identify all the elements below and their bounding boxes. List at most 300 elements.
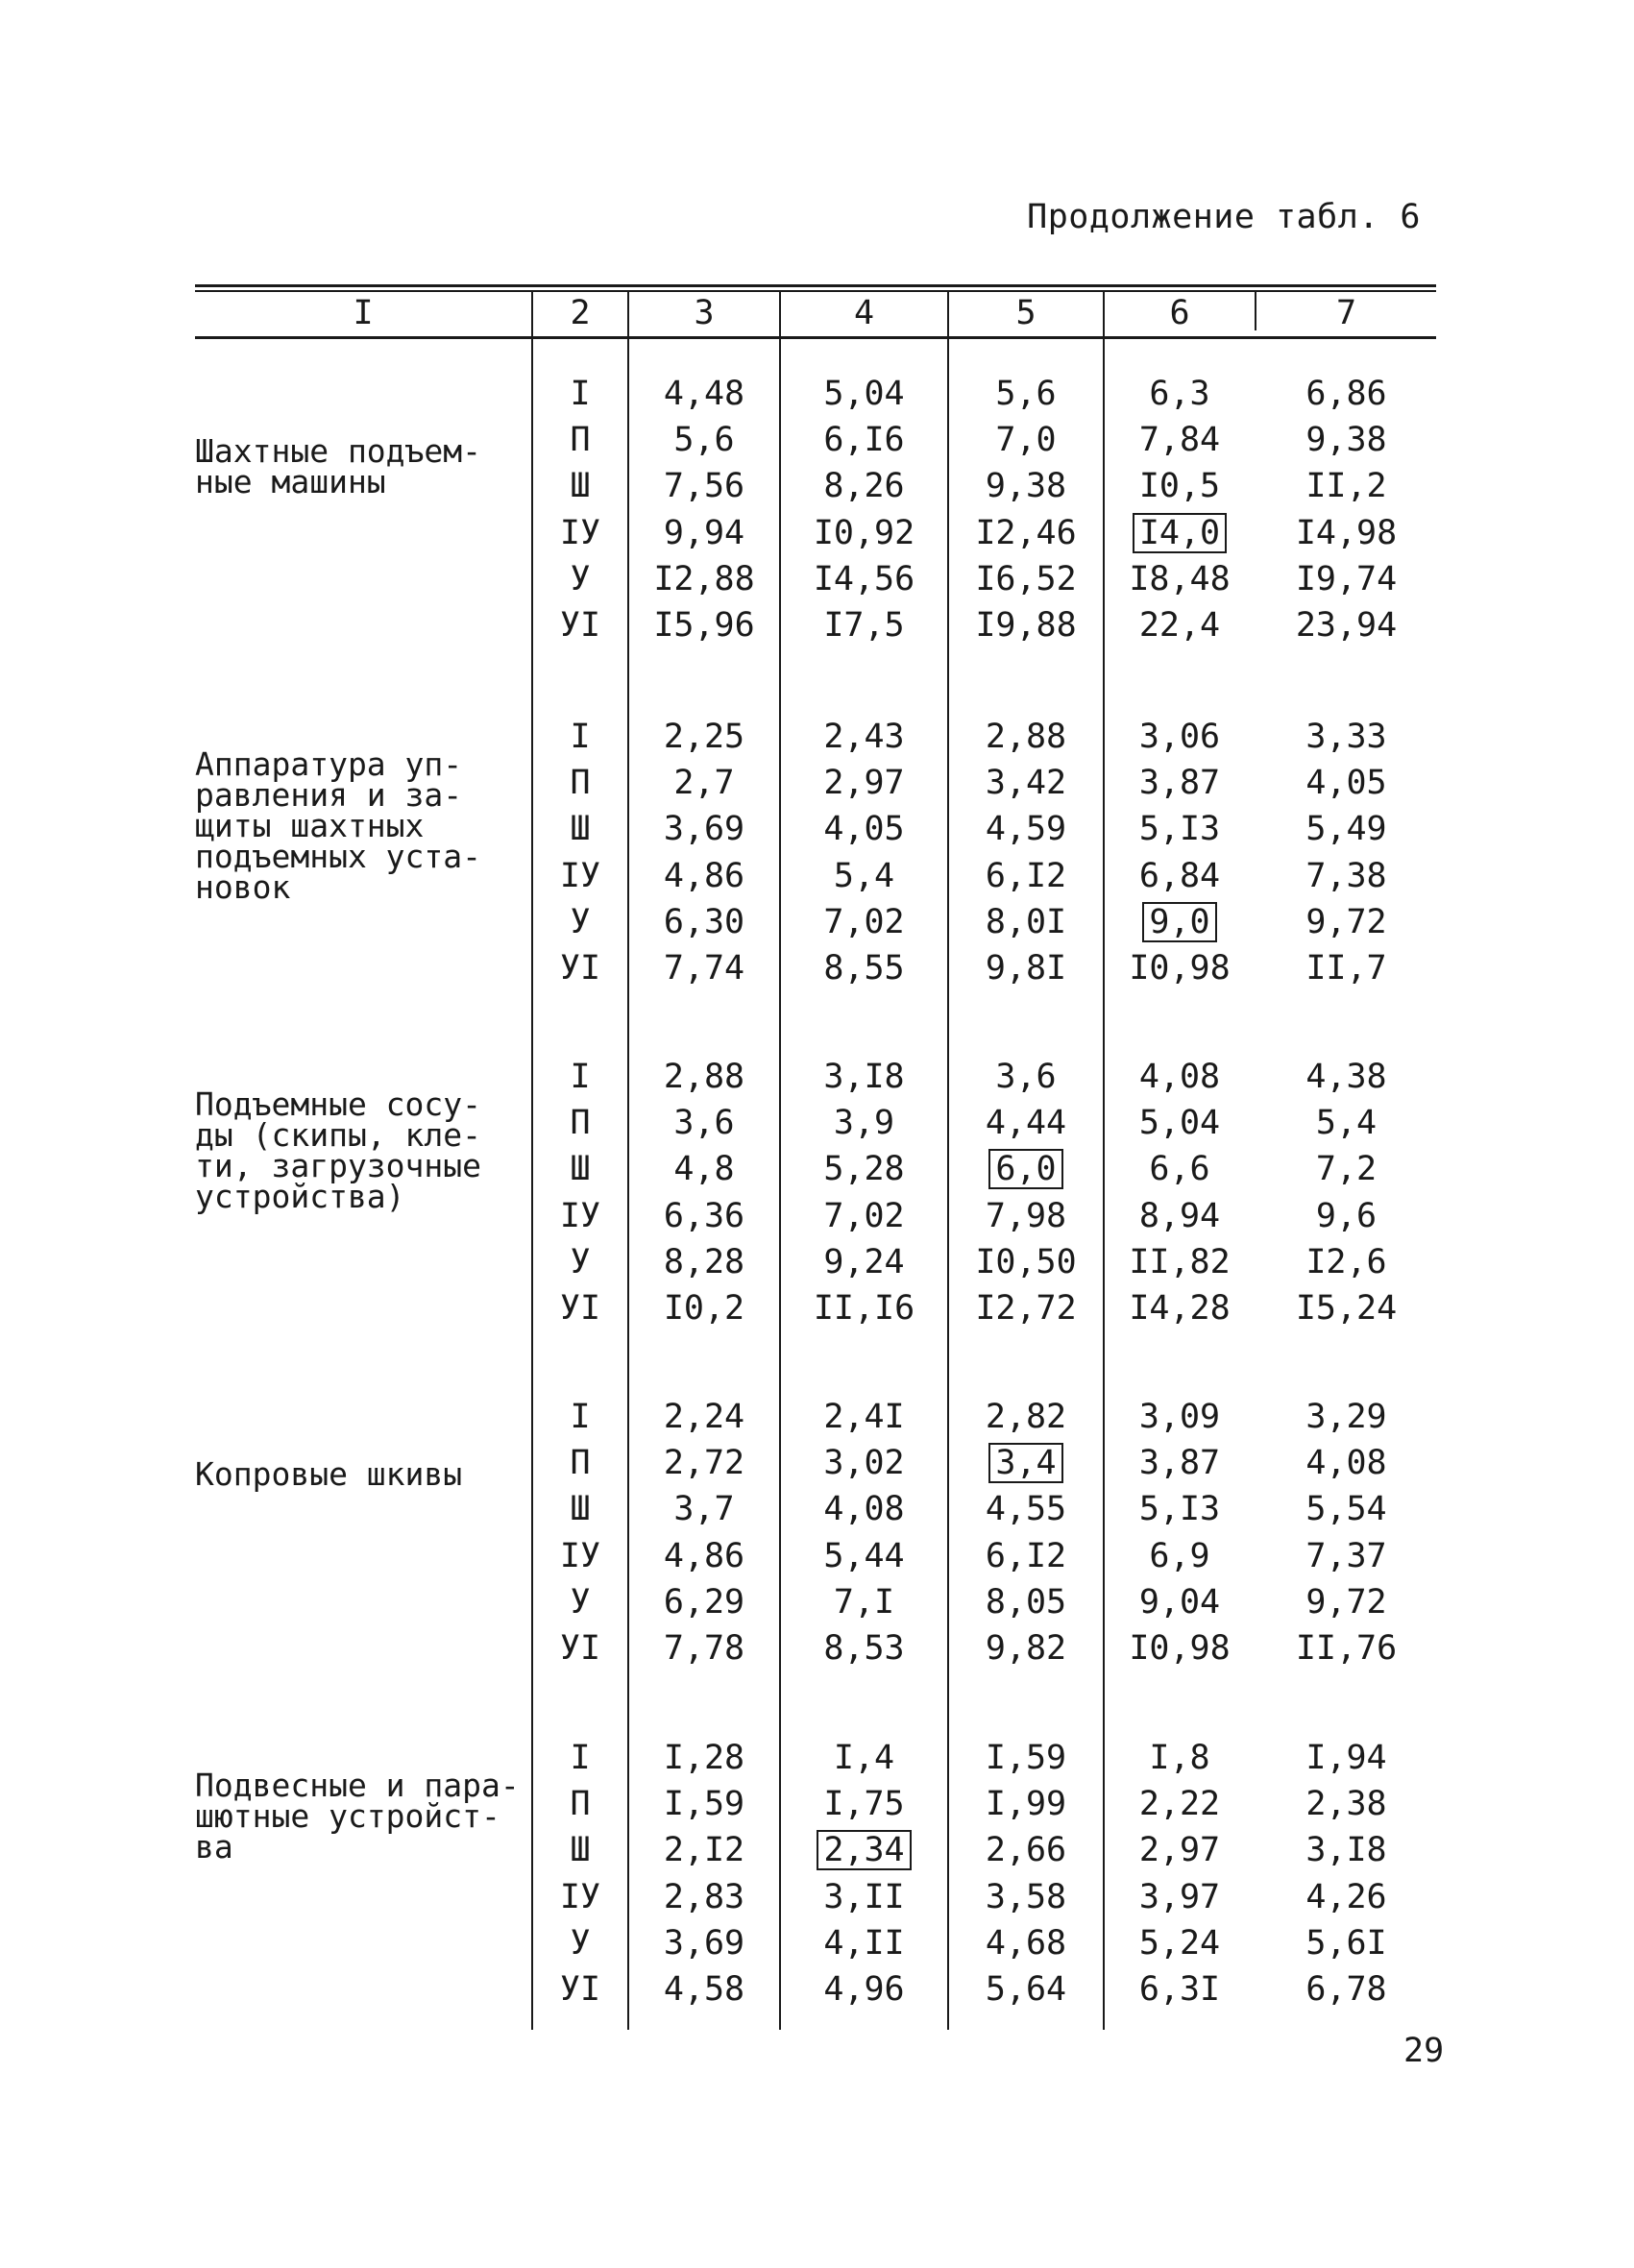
value-cell [1105, 602, 1255, 648]
value-cell [1105, 556, 1255, 602]
value-cell [949, 1735, 1103, 1781]
table-row [195, 1966, 1436, 2012]
value-text: I0,98 [1129, 949, 1231, 988]
value-text: 3,42 [985, 764, 1067, 803]
category-cell: УI [559, 1289, 601, 1328]
value-cell [781, 1625, 947, 1671]
value-text: 6,I2 [985, 856, 1067, 895]
value-cell [949, 899, 1103, 945]
value-cell [781, 1100, 947, 1146]
value-text: 3,69 [663, 810, 745, 849]
value-cell [629, 417, 779, 463]
value-text: 2,88 [663, 1058, 745, 1096]
table-row [195, 1394, 1436, 1440]
value-text: II,82 [1129, 1242, 1231, 1281]
group-name: Подвесные и пара- шютные устройст- ва [195, 1767, 520, 1866]
value-text: I5,96 [653, 606, 755, 645]
value-cell [1256, 1100, 1436, 1146]
header-rule [195, 336, 1436, 339]
value-text: 3,7 [673, 1490, 735, 1529]
value-cell [949, 1239, 1103, 1285]
table-row [195, 1239, 1436, 1285]
value-text: 5,6 [995, 375, 1057, 413]
value-cell [781, 899, 947, 945]
value-cell [1105, 899, 1255, 945]
value-cell [1105, 463, 1255, 509]
value-cell [629, 1966, 779, 2012]
value-text: 4,86 [663, 1536, 745, 1575]
value-text: 7,38 [1305, 856, 1387, 895]
category-cell: Ш [570, 1490, 591, 1529]
value-cell [949, 1781, 1103, 1827]
table-row [195, 1146, 1436, 1192]
value-text: 3,09 [1138, 1398, 1221, 1436]
value-cell [1105, 1193, 1255, 1239]
value-text: 5,64 [985, 1970, 1067, 2009]
value-text: 3,02 [823, 1444, 905, 1483]
value-cell [1256, 1579, 1436, 1625]
value-text: 6,3 [1149, 375, 1210, 413]
value-cell [1256, 1533, 1436, 1579]
boxed-value: I4,0 [1133, 513, 1227, 553]
value-cell [949, 1486, 1103, 1532]
value-cell [781, 714, 947, 760]
value-text: 3,29 [1305, 1398, 1387, 1436]
table-caption: Продолжение табл. 6 [1027, 198, 1421, 236]
category-cell: УI [559, 949, 601, 988]
value-cell [1105, 1285, 1255, 1331]
table-row [195, 602, 1436, 648]
value-cell [781, 463, 947, 509]
table-row [195, 899, 1436, 945]
value-cell [629, 1146, 779, 1192]
value-text: 3,69 [663, 1923, 745, 1963]
value-text: 4,58 [663, 1970, 745, 2009]
value-text: II,2 [1305, 467, 1387, 506]
value-text: 9,72 [1305, 1582, 1387, 1622]
category-cell: У [570, 902, 591, 941]
table-row [195, 1054, 1436, 1100]
value-text: 8,05 [985, 1582, 1067, 1622]
value-cell [1256, 760, 1436, 806]
value-cell [949, 1533, 1103, 1579]
value-text: 5,04 [1138, 1104, 1221, 1143]
value-text: 9,94 [663, 513, 745, 552]
value-text: 5,28 [823, 1150, 905, 1189]
value-text: I4,98 [1295, 513, 1398, 552]
value-cell [781, 1486, 947, 1532]
value-text: I9,74 [1295, 559, 1398, 598]
value-cell [1256, 417, 1436, 463]
value-text: 6,30 [663, 902, 745, 941]
table-row [195, 1625, 1436, 1671]
value-text: 4,38 [1305, 1058, 1387, 1096]
value-cell [781, 806, 947, 852]
value-cell [1105, 1966, 1255, 2012]
value-text: 3,9 [833, 1104, 895, 1143]
value-text: 3,06 [1138, 718, 1221, 756]
value-text: I,75 [823, 1785, 905, 1824]
value-cell [1105, 1394, 1255, 1440]
value-cell [629, 899, 779, 945]
value-text: 4,II [823, 1923, 905, 1963]
value-cell [781, 1440, 947, 1486]
value-cell [1105, 1625, 1255, 1671]
value-text: 2,66 [985, 1831, 1067, 1870]
table-row [195, 853, 1436, 899]
value-cell [781, 510, 947, 556]
value-text: 6,6 [1149, 1150, 1210, 1189]
value-cell [629, 760, 779, 806]
value-text: 4,86 [663, 856, 745, 895]
value-cell [1105, 1874, 1255, 1920]
value-cell [1105, 1827, 1255, 1873]
table-row [195, 714, 1436, 760]
value-text: 9,82 [985, 1629, 1067, 1668]
value-text: I4,28 [1129, 1289, 1231, 1328]
value-text: 5,44 [823, 1536, 905, 1575]
value-text: 3,58 [985, 1877, 1067, 1916]
value-text: 2,38 [1305, 1785, 1387, 1824]
value-text: 7,02 [823, 1196, 905, 1235]
value-cell [629, 1193, 779, 1239]
header-col-4: 4 [853, 294, 875, 332]
value-cell [1105, 1146, 1255, 1192]
value-cell [1105, 1100, 1255, 1146]
category-cell: П [570, 764, 591, 803]
value-text: II,I6 [813, 1289, 915, 1328]
value-cell [781, 760, 947, 806]
value-text: 2,88 [985, 718, 1067, 756]
value-text: I2,6 [1305, 1242, 1387, 1281]
category-cell: IУ [559, 1196, 601, 1235]
value-text: 2,97 [823, 764, 905, 803]
value-text: 9,38 [1305, 421, 1387, 460]
header-col-2: 2 [570, 294, 591, 332]
value-text: 7,0 [995, 421, 1057, 460]
category-cell: У [570, 1923, 591, 1963]
value-cell [1256, 602, 1436, 648]
value-text: 7,2 [1315, 1150, 1378, 1189]
value-text: 4,05 [1305, 764, 1387, 803]
value-text: I9,88 [975, 606, 1077, 645]
value-text: 4,08 [1305, 1444, 1387, 1483]
value-cell [949, 760, 1103, 806]
table-row [195, 760, 1436, 806]
value-text: 23,94 [1295, 606, 1398, 645]
value-cell [1105, 1239, 1255, 1285]
category-cell: УI [559, 1629, 601, 1668]
value-cell [629, 1920, 779, 1966]
value-text: 8,53 [823, 1629, 905, 1668]
boxed-value: 6,0 [988, 1149, 1062, 1189]
header-col-7: 7 [1335, 294, 1357, 332]
value-cell [1256, 899, 1436, 945]
value-text: 5,49 [1305, 810, 1387, 849]
value-cell [629, 1579, 779, 1625]
value-cell [629, 1440, 779, 1486]
value-text: II,7 [1305, 949, 1387, 988]
value-cell [781, 1146, 947, 1192]
value-text: 3,33 [1305, 718, 1387, 756]
value-text: I,99 [985, 1785, 1067, 1824]
value-text: 2,83 [663, 1877, 745, 1916]
value-text: 6,36 [663, 1196, 745, 1235]
value-text: 2,82 [985, 1398, 1067, 1436]
value-text: 8,0I [985, 902, 1067, 941]
value-cell [629, 602, 779, 648]
value-text: 6,I6 [823, 421, 905, 460]
category-cell: Ш [570, 1150, 591, 1189]
value-cell [1256, 1146, 1436, 1192]
category-cell: УI [559, 1970, 601, 2009]
value-text: 9,6 [1315, 1196, 1378, 1235]
value-cell [1105, 1579, 1255, 1625]
table-row [195, 1579, 1436, 1625]
value-cell [781, 1579, 947, 1625]
top-rule [195, 284, 1436, 287]
table-row [195, 1827, 1436, 1873]
value-text: 6,84 [1138, 856, 1221, 895]
value-cell [949, 1579, 1103, 1625]
value-cell [629, 714, 779, 760]
value-text: I6,52 [975, 559, 1077, 598]
value-text: 2,7 [673, 764, 735, 803]
group-name: Подъемные сосу- ды (скипы, кле- ти, загрузочные устройства) [195, 1085, 482, 1215]
value-cell [781, 556, 947, 602]
value-text: I,59 [985, 1739, 1067, 1777]
value-text: 8,26 [823, 467, 905, 506]
value-cell [629, 1239, 779, 1285]
header-col-6: 6 [1169, 294, 1190, 332]
category-cell: I [570, 1398, 591, 1436]
value-cell [949, 1874, 1103, 1920]
value-text: 4,44 [985, 1104, 1067, 1143]
value-text: I0,2 [663, 1289, 745, 1328]
value-text: 9,38 [985, 467, 1067, 506]
value-cell [629, 463, 779, 509]
value-cell [1256, 1781, 1436, 1827]
value-text: 7,98 [985, 1196, 1067, 1235]
value-text: I,8 [1149, 1739, 1210, 1777]
category-cell: Ш [570, 810, 591, 849]
value-cell [1105, 1735, 1255, 1781]
value-cell [629, 510, 779, 556]
table-row [195, 556, 1436, 602]
value-text: I,59 [663, 1785, 745, 1824]
value-cell [629, 1781, 779, 1827]
value-text: I2,88 [653, 559, 755, 598]
value-cell [1105, 371, 1255, 417]
value-text: I5,24 [1295, 1289, 1398, 1328]
value-cell [1256, 1486, 1436, 1532]
category-cell: Ш [570, 467, 591, 506]
value-text: 8,94 [1138, 1196, 1221, 1235]
value-cell [1256, 945, 1436, 991]
value-cell [949, 1193, 1103, 1239]
category-cell: П [570, 1785, 591, 1824]
value-text: 3,I8 [823, 1058, 905, 1096]
value-text: 3,I8 [1305, 1831, 1387, 1870]
value-cell [629, 1874, 779, 1920]
value-text: 5,4 [1315, 1104, 1378, 1143]
value-cell [1256, 1966, 1436, 2012]
value-text: 7,56 [663, 467, 745, 506]
value-text: 3,6 [995, 1058, 1057, 1096]
value-cell [1105, 1781, 1255, 1827]
value-cell [629, 1054, 779, 1100]
value-cell [1256, 853, 1436, 899]
value-cell [781, 371, 947, 417]
value-text: 2,25 [663, 718, 745, 756]
value-cell [781, 1735, 947, 1781]
value-text: I2,72 [975, 1289, 1077, 1328]
value-text: 2,72 [663, 1444, 745, 1483]
group-name: Шахтные подъем- ные машины [195, 432, 482, 500]
category-cell: I [570, 1058, 591, 1096]
category-cell: П [570, 1104, 591, 1143]
value-text: 7,02 [823, 902, 905, 941]
value-cell [1256, 1440, 1436, 1486]
value-text: I8,48 [1129, 559, 1231, 598]
value-text: 4,08 [823, 1490, 905, 1529]
value-text: 5,24 [1138, 1923, 1221, 1963]
value-text: 6,9 [1149, 1536, 1210, 1575]
value-text: 4,55 [985, 1490, 1067, 1529]
value-cell [781, 1533, 947, 1579]
category-cell: П [570, 421, 591, 460]
top-rule-inner [195, 290, 1436, 292]
value-cell [949, 714, 1103, 760]
value-cell [1105, 714, 1255, 760]
value-cell [949, 602, 1103, 648]
value-text: 2,24 [663, 1398, 745, 1436]
value-text: I0,92 [813, 513, 915, 552]
table-row [195, 1781, 1436, 1827]
value-cell [1256, 1193, 1436, 1239]
value-cell [781, 602, 947, 648]
value-cell [949, 463, 1103, 509]
value-cell [1105, 1920, 1255, 1966]
value-text: 4,96 [823, 1970, 905, 2009]
table-row [195, 510, 1436, 556]
value-cell [949, 1100, 1103, 1146]
value-cell [1256, 1394, 1436, 1440]
value-cell [629, 371, 779, 417]
value-cell [1256, 556, 1436, 602]
value-cell [949, 1827, 1103, 1873]
table-row [195, 417, 1436, 463]
value-cell [949, 510, 1103, 556]
value-text: 3,6 [673, 1104, 735, 1143]
category-cell: I [570, 375, 591, 413]
category-cell: IУ [559, 1877, 601, 1916]
value-text: I0,50 [975, 1242, 1077, 1281]
value-text: I0,98 [1129, 1629, 1231, 1668]
value-cell [781, 853, 947, 899]
value-cell [1105, 853, 1255, 899]
category-cell: П [570, 1444, 591, 1483]
value-cell [949, 945, 1103, 991]
category-cell: УI [559, 606, 601, 645]
category-cell: IУ [559, 856, 601, 895]
value-text: 8,28 [663, 1242, 745, 1281]
value-text: 5,04 [823, 375, 905, 413]
value-cell [629, 1394, 779, 1440]
value-cell [781, 1874, 947, 1920]
value-text: I,94 [1305, 1739, 1387, 1777]
value-cell [1256, 510, 1436, 556]
value-cell [949, 1440, 1103, 1486]
value-text: I,4 [833, 1739, 895, 1777]
value-text: 3,97 [1138, 1877, 1221, 1916]
value-cell [949, 1285, 1103, 1331]
value-cell [781, 417, 947, 463]
value-text: 5,I3 [1138, 1490, 1221, 1529]
value-cell [629, 1533, 779, 1579]
value-text: I0,5 [1138, 467, 1221, 506]
value-text: 4,8 [673, 1150, 735, 1189]
value-text: 7,I [833, 1582, 895, 1622]
value-text: 5,6 [673, 421, 735, 460]
value-text: 5,6I [1305, 1923, 1387, 1963]
value-cell [781, 1193, 947, 1239]
value-text: 9,72 [1305, 902, 1387, 941]
value-cell [1256, 463, 1436, 509]
boxed-value: 9,0 [1142, 902, 1216, 942]
value-text: 5,4 [833, 856, 895, 895]
value-text: 9,04 [1138, 1582, 1221, 1622]
value-text: 4,59 [985, 810, 1067, 849]
value-cell [629, 853, 779, 899]
value-cell [949, 556, 1103, 602]
value-cell [949, 1625, 1103, 1671]
value-cell [1105, 510, 1255, 556]
value-cell [629, 1735, 779, 1781]
boxed-value: 3,4 [988, 1443, 1062, 1483]
table-row [195, 1920, 1436, 1966]
value-text: 4,48 [663, 375, 745, 413]
table-row [195, 1533, 1436, 1579]
value-cell [781, 1239, 947, 1285]
value-cell [1105, 417, 1255, 463]
value-text: I2,46 [975, 513, 1077, 552]
table-row [195, 371, 1436, 417]
value-cell [629, 556, 779, 602]
group-name: Копровые шкивы [195, 1455, 463, 1493]
value-text: I,28 [663, 1739, 745, 1777]
table-row [195, 945, 1436, 991]
header-col-1: I [353, 294, 374, 332]
category-cell: У [570, 1582, 591, 1622]
value-cell [949, 1966, 1103, 2012]
value-cell [1256, 1735, 1436, 1781]
boxed-value: 2,34 [817, 1830, 911, 1870]
value-cell [781, 1285, 947, 1331]
category-cell: IУ [559, 1536, 601, 1575]
value-cell [629, 1625, 779, 1671]
value-text: 6,3I [1138, 1970, 1221, 2009]
value-text: 2,97 [1138, 1831, 1221, 1870]
value-cell [1256, 806, 1436, 852]
value-text: 7,78 [663, 1629, 745, 1668]
value-cell [781, 1394, 947, 1440]
value-cell [949, 806, 1103, 852]
table-row [195, 1486, 1436, 1532]
value-cell [949, 371, 1103, 417]
value-cell [1105, 1440, 1255, 1486]
category-cell: У [570, 559, 591, 598]
